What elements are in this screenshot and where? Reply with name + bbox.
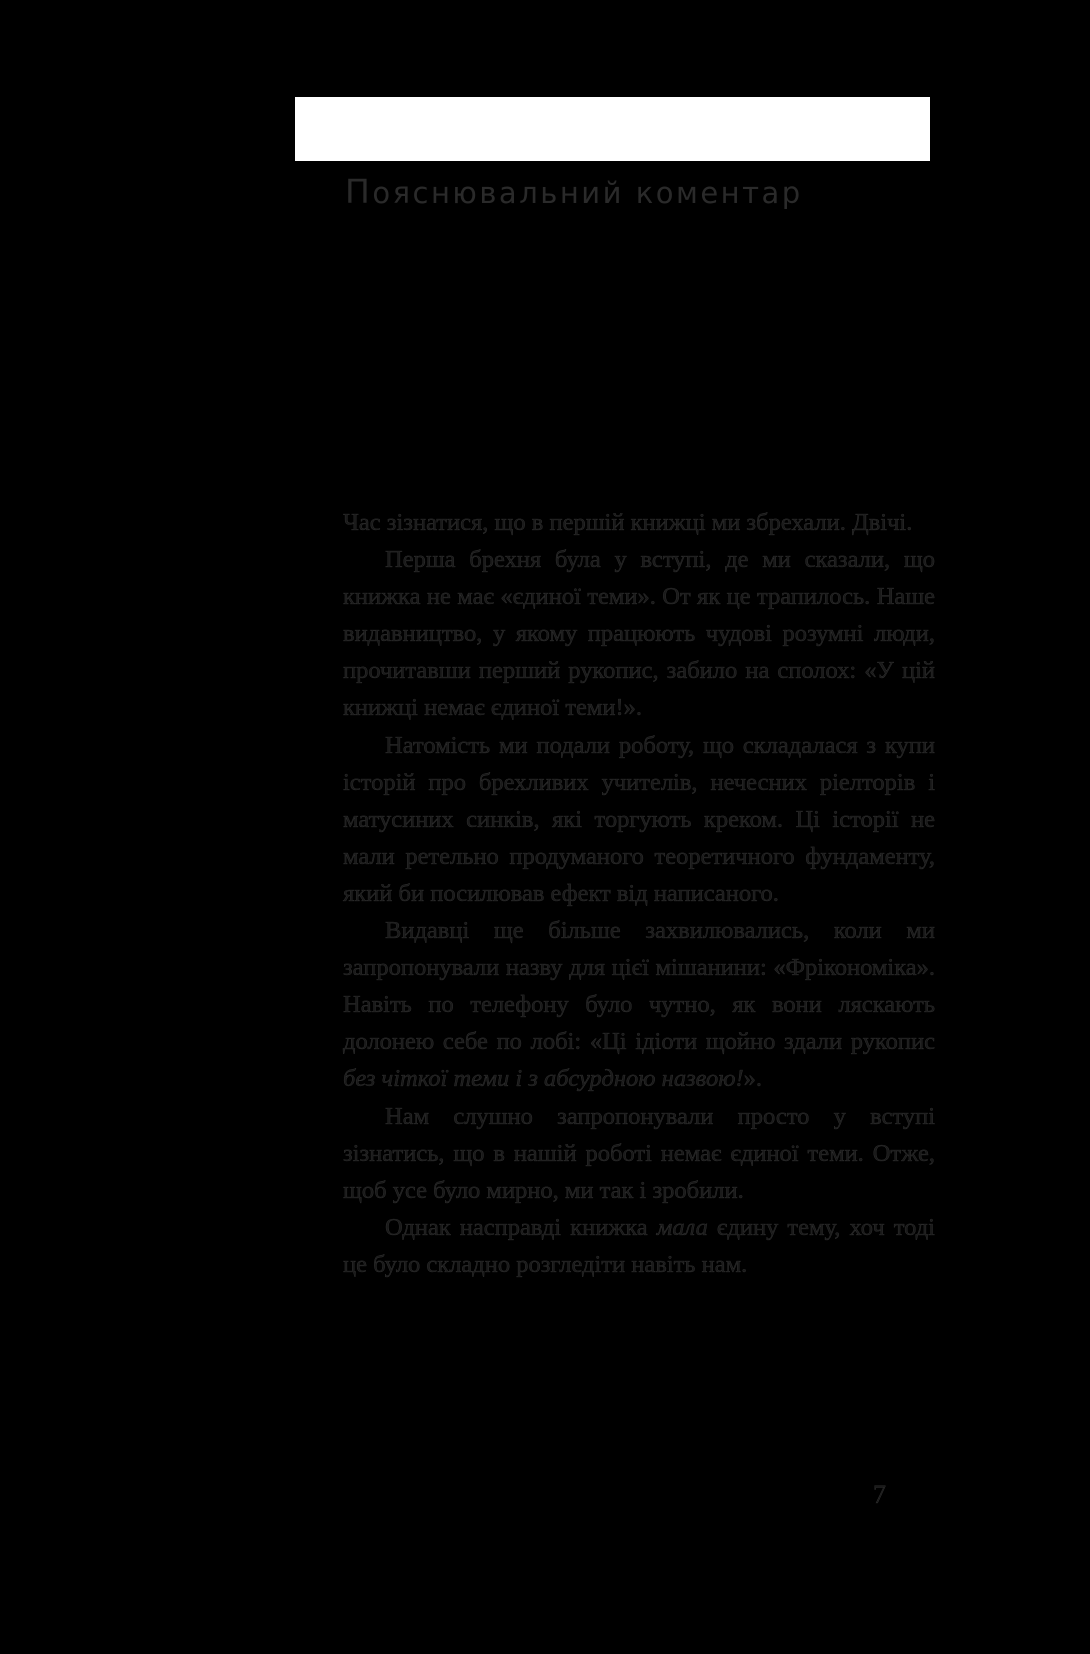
paragraph-text: Нам слушно запропонували просто у вступі зізнатись, що в нашій роботі немає єдиної теми. Отже, щоб усе було мирно, ми так і зробили. [343, 1102, 935, 1204]
page-number: 7 [873, 1480, 886, 1509]
paragraph-italic-text: без чіткої теми і з абсурдною назвою! [343, 1065, 744, 1093]
paragraph-1 [343, 504, 935, 541]
paragraph-3 [343, 727, 935, 912]
paragraph-text: ». [743, 1065, 763, 1093]
paragraph-text: єдину тему, хоч тоді це було складно розгледіти навіть нам. [343, 1213, 935, 1278]
paragraph-text: Видавці ще більше захвилювались, коли ми запропонували назву для цієї мішанини: «Фрікономіка». Навіть по телефону було чутно, як вони ляскають долонею себе по лобі: «Ці ідіоти щойно здали рукопис [343, 917, 935, 1056]
paragraph-text: Час зізнатися, що в першій книжці ми збрехали. Двічі. [343, 509, 913, 536]
paragraph-italic-text: мала [656, 1213, 708, 1241]
paragraph-4 [343, 912, 935, 1097]
paragraph-text: Натомість ми подали роботу, що складалася з купи історій про брехливих учителів, нечесних ріелторів і матусиних синків, які торгують креком. Ці історії не мали ретельно продуманого теоретичного фундаменту, який би посилював ефект від написаного. [343, 731, 935, 907]
paragraph-text: Однак насправді книжка [385, 1213, 657, 1241]
chapter-title-initial: П [345, 172, 373, 211]
body-text [343, 504, 935, 1283]
paragraph-text: Перша брехня була у вступі, де ми сказали, що книжка не має «єдиної теми». От як це трапилось. Наше видавництво, у якому працюють чудові розумні люди, прочитавши перший рукопис, забило на сполох: «У цій книжці немає єдиної теми!». [343, 546, 935, 722]
paragraph-5 [343, 1098, 935, 1209]
paragraph-6 [343, 1209, 935, 1283]
paragraph-2 [343, 541, 935, 726]
chapter-title [345, 172, 803, 211]
chapter-title-rest: ояснювальний коментар [372, 176, 803, 210]
header-bar [295, 97, 930, 161]
